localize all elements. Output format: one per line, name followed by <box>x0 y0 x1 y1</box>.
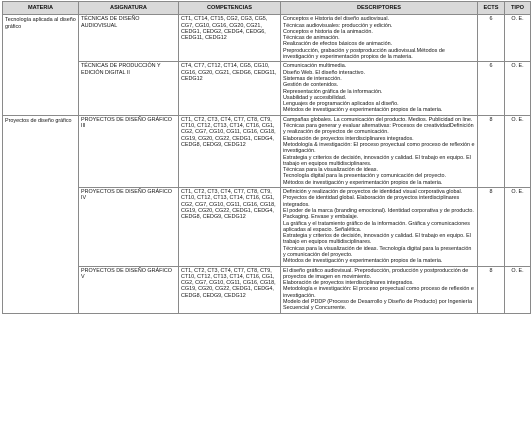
materia-cell: Tecnología aplicada al diseño gráfico <box>3 15 79 115</box>
ects-cell: 8 <box>478 188 505 267</box>
descriptor-line: Técnicas audiovisuales: producción y edición. <box>283 22 393 29</box>
tipo-cell: O. E. <box>505 115 531 187</box>
ects-cell: 6 <box>478 62 505 115</box>
asignatura-cell: TÉCNICAS DE PRODUCCIÓN Y EDICIÓN DIGITAL II <box>79 62 179 115</box>
descriptor-line: Sistemas de interacción. <box>283 75 342 82</box>
table-row <box>3 188 531 267</box>
asignatura-cell: PROYECTOS DE DISEÑO GRÁFICO III <box>79 115 179 187</box>
table-row <box>3 15 531 62</box>
competencias-cell: CT1, CT14, CT15, CG2, CG3, CG5, CG7, CG10, CG16, CG20, CG21, CEDG1, CEDG2, CEDG4, CEDG6, CEDG11, CEDG12 <box>179 15 281 62</box>
descriptor-line: Realización de efectos básicos de animación. <box>283 41 393 48</box>
descriptor-line: Conceptos e historia de la animación. <box>283 28 373 35</box>
descriptores-cell <box>281 15 478 62</box>
descriptor-line: Metodología & investigación: El proceso proyectual como proceso de reflexión e investigación. <box>283 141 475 155</box>
header-materia: MATERIA <box>3 2 79 15</box>
competencias-cell: CT1, CT2, CT3, CT4, CT7, CT8, CT9, CT10, CT12, CT13, CT14, CT16, CG1, CG2, CG7, CG10, CG11, CG16, CG18, CG19, CG20, CG22, CEDG1, CEDG4, CEDG8, CEDG9, CEDG12 <box>179 188 281 267</box>
descriptor-line: Definición y realización de proyectos de identidad visual corporativa global. Proyectos de identidad global. Elaboración de proyectos interdisciplinares integrados. <box>283 189 463 208</box>
tipo-cell: O. E. <box>505 188 531 267</box>
descriptor-line: Lenguajes de programación aplicados al diseño. <box>283 101 399 108</box>
ects-cell: 8 <box>478 115 505 187</box>
tipo-cell: O. E. <box>505 62 531 115</box>
descriptor-line: El poder de la marca (branding emocional). Identidad corporativa y de producto. Packaging. Envase y embalaje. <box>283 207 474 221</box>
materia-cell: Proyectos de diseño gráfico <box>3 115 79 313</box>
table-row <box>3 115 531 187</box>
header-tipo: TIPO <box>505 2 531 15</box>
asignatura-cell: PROYECTOS DE DISEÑO GRÁFICO IV <box>79 188 179 267</box>
asignatura-cell: TÉCNICAS DE DISEÑO AUDIOVISUAL <box>79 15 179 62</box>
table-row <box>3 266 531 313</box>
descriptor-line: Elaboración de proyectos interdisciplinares integrados. <box>283 135 414 142</box>
tipo-cell: O. E. <box>505 266 531 313</box>
descriptor-line: Gestión de contenidos. <box>283 82 339 89</box>
descriptor-line: Estrategia y criterios de decisión, innovación y calidad. El trabajo en equipo. El trabajo en equipos multidisciplinares. <box>283 233 471 246</box>
descriptor-line: Elaboración de proyectos interdisciplinares integrados. <box>283 280 414 287</box>
descriptor-line: Metodología e investigación: El proceso proyectual como proceso de reflexión e investigación. <box>283 286 474 299</box>
descriptor-line: Tecnología digital para la presentación y comunicación del proyecto. <box>283 173 447 180</box>
descriptor-line: Diseño Web. El diseño interactivo. <box>283 69 365 76</box>
descriptor-line: Métodos de investigación y experimentación propios de la materia. <box>283 258 443 265</box>
descriptor-line: Comunicación multimedia. <box>283 63 347 70</box>
descriptor-line: La gráfica y el tratamiento gráfico de la información. Gráfica y comunicaciones aplicadas al espacio. Señalética. <box>283 220 470 233</box>
descriptor-line: Representación gráfica de la información. <box>283 88 383 95</box>
descriptor-line: Campañas globales. La comunicación del producto. Medios. Publicidad on line. <box>283 116 473 123</box>
tipo-cell: O. E. <box>505 15 531 62</box>
header-competencias: COMPETENCIAS <box>179 2 281 15</box>
subjects-table <box>2 1 531 314</box>
descriptores-cell <box>281 115 478 187</box>
descriptor-line: Estrategia y criterios de decisión, innovación y calidad. El trabajo en equipo. El trabajo en equipos multidisciplinares. <box>283 154 471 167</box>
descriptor-line: Técnicas para la visualización de ideas. Tecnología digital para la presentación y comunicación del proyecto. <box>283 245 472 258</box>
asignatura-cell: PROYECTOS DE DISEÑO GRÁFICO V <box>79 266 179 313</box>
ects-cell: 8 <box>478 266 505 313</box>
header-descriptores: DESCRIPTORES <box>281 2 478 15</box>
descriptor-line: El diseño gráfico audiovisual. Preproducción, producción y postproducción de proyectos de imagen en movimiento. <box>283 267 469 280</box>
descriptores-cell <box>281 266 478 313</box>
header-ects: ECTS <box>478 2 505 15</box>
descriptor-line: Modelo del PDDP (Proceso de Desarrollo y Diseño de Producto) por Ingeniería Secuencial y Concurrente. <box>283 299 472 312</box>
descriptor-line: Preproducción, grabación y postproducción audiovisual.Métodos de investigación y experimentación propios de la materia. <box>283 47 445 61</box>
table-row <box>3 62 531 115</box>
header-asignatura: ASIGNATURA <box>79 2 179 15</box>
descriptor-line: Técnicas de animación. <box>283 35 340 42</box>
descriptor-line: Técnicas para generar y evaluar alternativas: Procesos de creatividadDefinición y realización de proyectos de comunicación. <box>283 123 474 136</box>
descriptor-line: Conceptos e Historia del diseño audiovisual. <box>283 16 390 23</box>
descriptor-line: Métodos de investigación y experimentación propios de la materia. <box>283 179 443 186</box>
competencias-cell: CT4, CT7, CT12, CT14, CG5, CG10, CG16, CG20, CG21, CEDG6, CEDG11, CEDG12 <box>179 62 281 115</box>
table-header-row <box>3 2 531 15</box>
competencias-cell: CT1, CT2, CT3, CT4, CT7, CT8, CT9, CT10, CT12, CT13, CT14, CT16, CG1, CG2, CG7, CG10, CG11, CG16, CG18, CG19, CG20, CG22, CEDG1, CEDG4, CEDG8, CEDG9, CEDG12 <box>179 266 281 313</box>
descriptores-cell <box>281 62 478 115</box>
competencias-cell: CT1, CT2, CT3, CT4, CT7, CT8, CT9, CT10, CT12, CT13, CT14, CT16, CG1, CG2, CG7, CG10, CG11, CG16, CG18, CG19, CG20, CG22, CEDG1, CEDG4, CEDG8, CEDG9, CEDG12 <box>179 115 281 187</box>
descriptor-line: Técnicas para la visualización de ideas. <box>283 167 378 174</box>
descriptor-line: Métodos de investigación y experimentación propios de la materia. <box>283 107 443 114</box>
ects-cell: 6 <box>478 15 505 62</box>
descriptor-line: Usabilidad y accesibilidad. <box>283 94 347 101</box>
descriptores-cell <box>281 188 478 267</box>
